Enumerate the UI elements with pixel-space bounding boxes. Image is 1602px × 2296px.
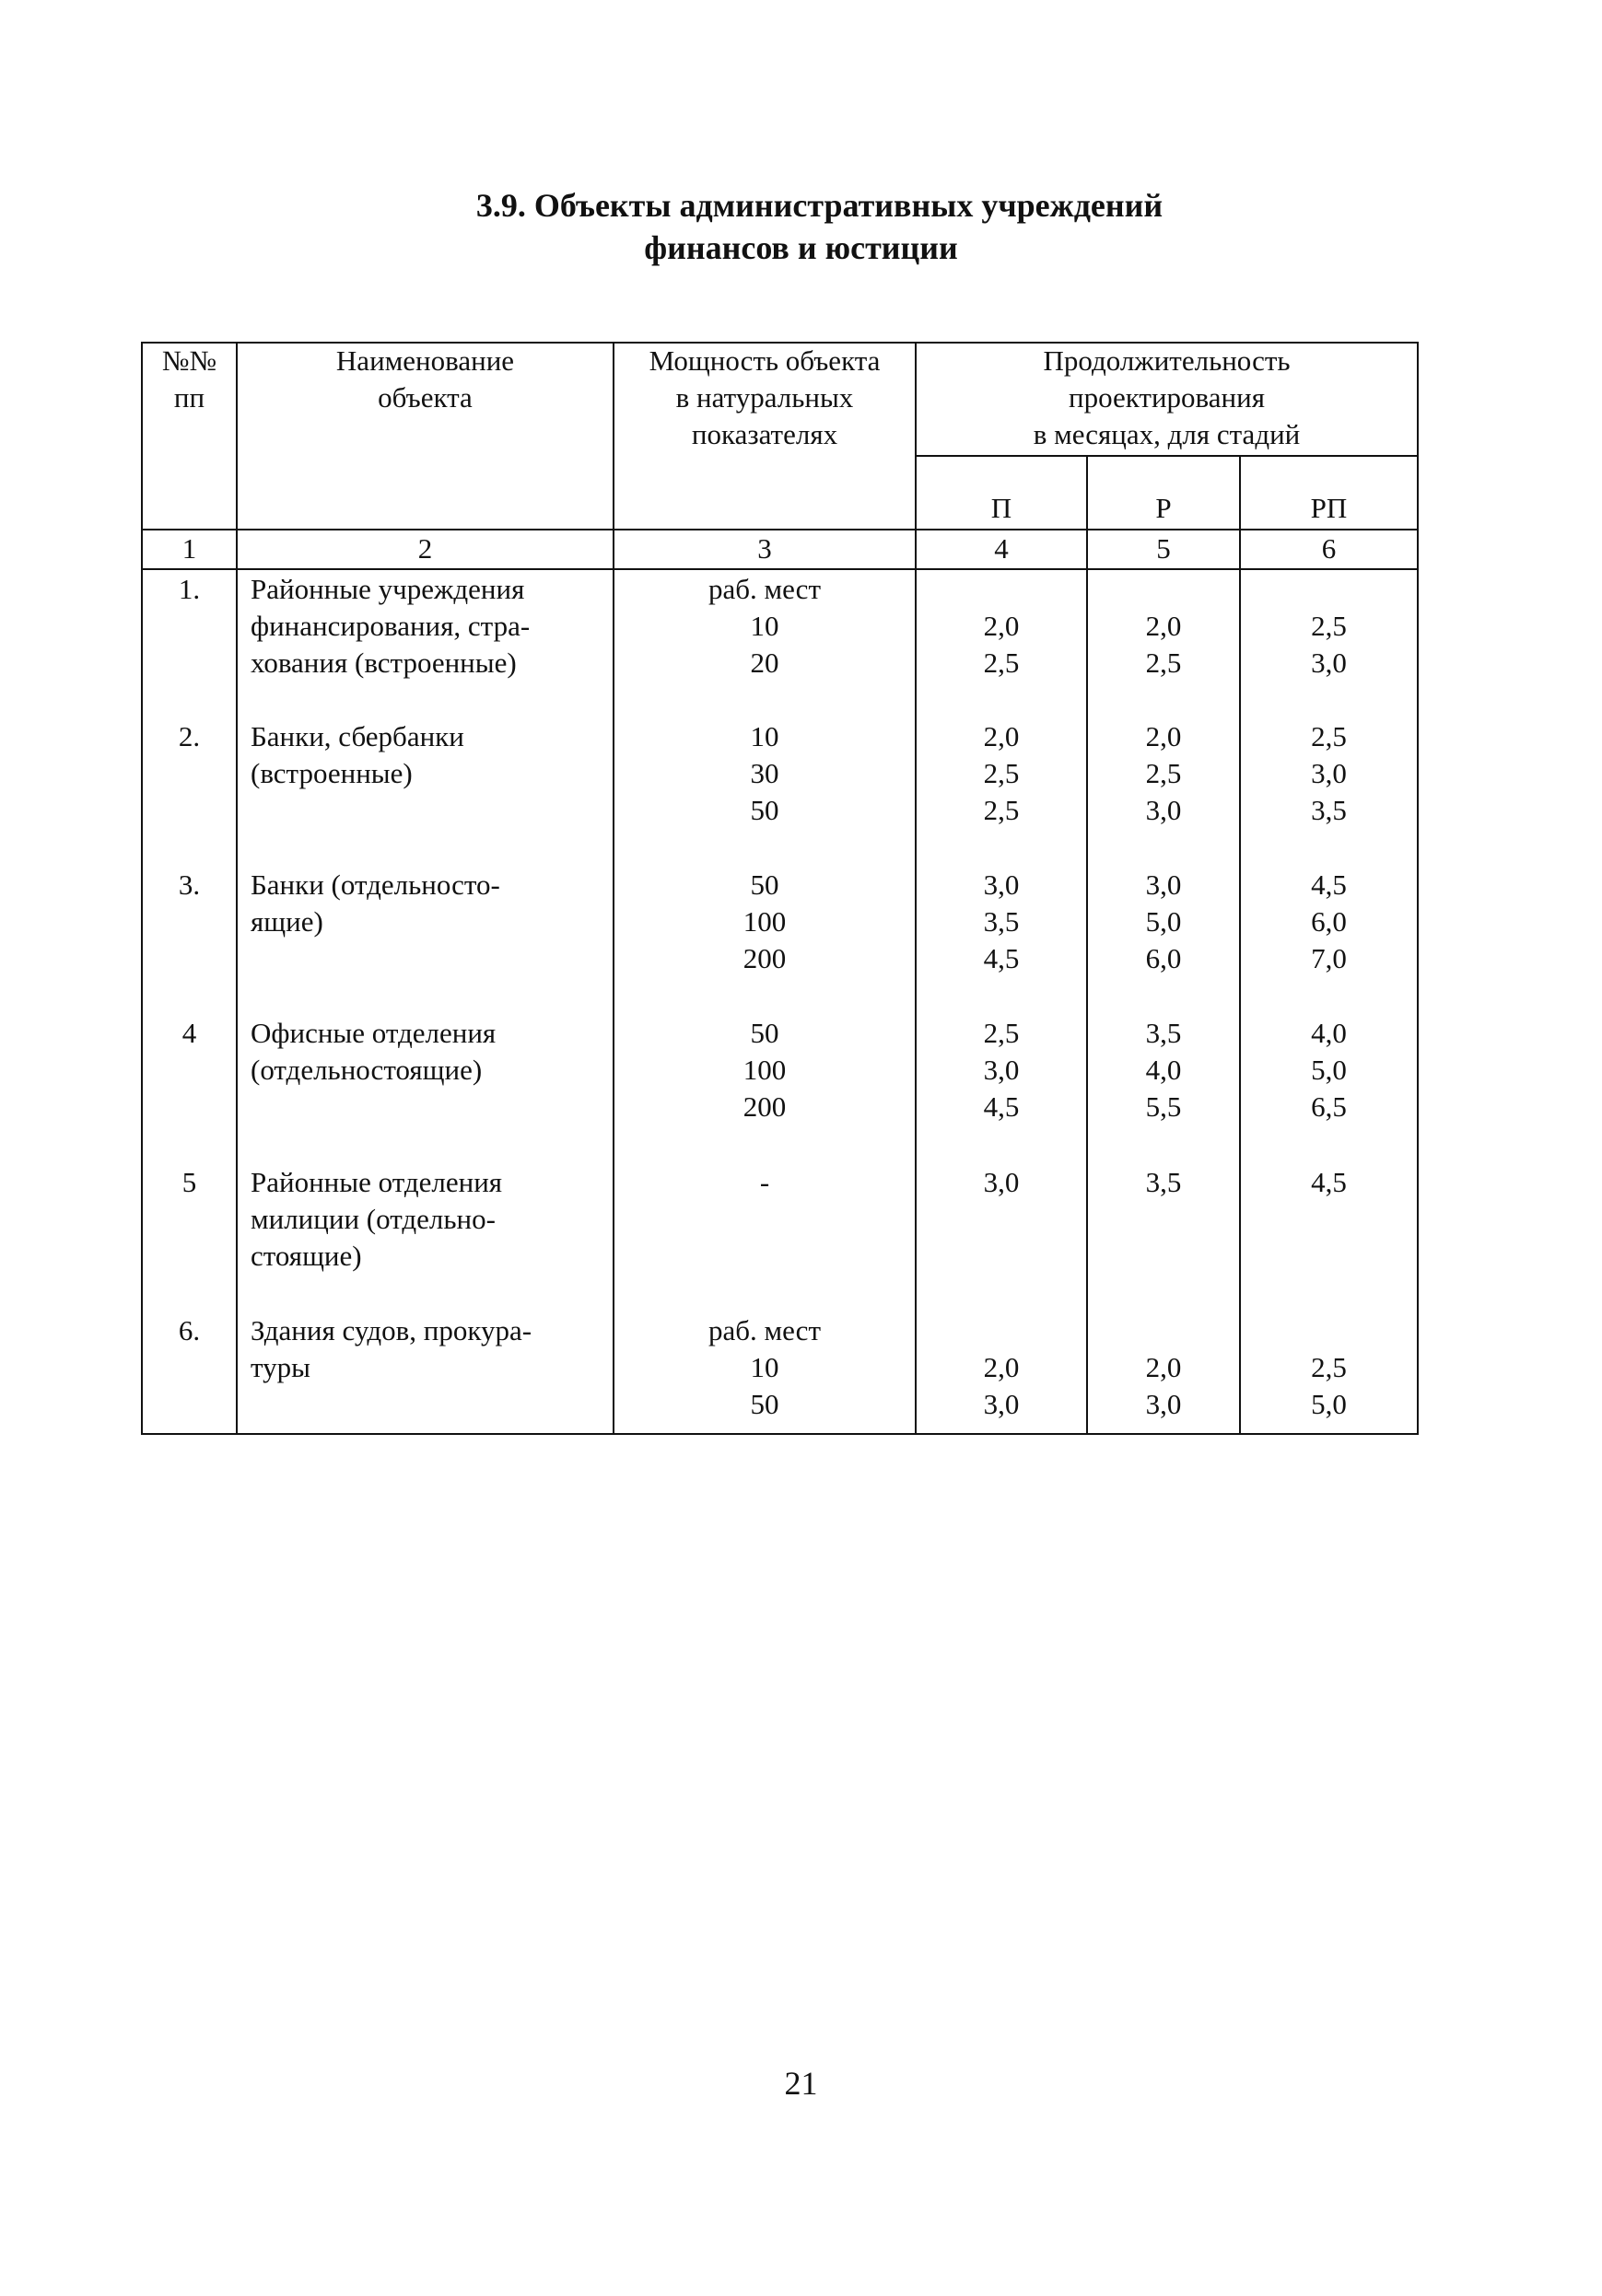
row-stage-p: 2,0 3,0 (983, 1351, 1020, 1420)
title-line-2: финансов и юстиции (644, 229, 958, 266)
row-stage-rp: 2,5 5,0 (1311, 1351, 1347, 1420)
column-number: 4 (994, 532, 1009, 565)
header-duration: Продолжительность проектирования в месяцах, для стадий (1033, 344, 1301, 450)
header-stage-p: П (990, 492, 1012, 524)
header-name: Наименование объекта (335, 344, 515, 414)
page-title (0, 184, 1602, 269)
row-stage-p: 3,0 (983, 1166, 1020, 1198)
page-number: 21 (784, 2065, 818, 2102)
row-stage-rp: 4,0 5,0 6,5 (1311, 1017, 1347, 1123)
row-capacity: 50 100 200 (743, 868, 787, 974)
row-name: Офисные отделения (отдельностоящие) (251, 1017, 497, 1086)
row-stage-p: 2,0 2,5 2,5 (983, 720, 1020, 826)
row-capacity: 50 100 200 (743, 1017, 787, 1123)
column-number: 2 (417, 532, 433, 565)
row-stage-p: 2,0 2,5 (983, 610, 1020, 679)
row-capacity: раб. мест 10 20 (708, 573, 821, 679)
row-name: Районные отделения милиции (отдельно- стоящие) (251, 1166, 503, 1272)
row-number: 1. (178, 573, 201, 605)
row-capacity: 10 30 50 (750, 720, 779, 826)
row-stage-r: 3,0 5,0 6,0 (1145, 868, 1182, 974)
row-stage-p: 3,0 3,5 4,5 (983, 868, 1020, 974)
header-stage-rp: РП (1310, 492, 1348, 524)
row-stage-rp: 4,5 (1311, 1166, 1347, 1198)
row-stage-r: 3,5 4,0 5,5 (1145, 1017, 1182, 1123)
row-stage-r: 2,0 3,0 (1145, 1351, 1182, 1420)
header-number: №№ пп (161, 344, 217, 414)
row-stage-rp: 2,5 3,0 3,5 (1311, 720, 1347, 826)
header-capacity: Мощность объекта в натуральных показателях (649, 344, 881, 450)
row-stage-r: 2,0 2,5 (1145, 610, 1182, 679)
header-stage-r: Р (1155, 492, 1172, 524)
row-number: 4 (181, 1017, 197, 1049)
row-stage-rp: 2,5 3,0 (1311, 610, 1347, 679)
row-capacity: - (759, 1166, 770, 1198)
column-number: 6 (1321, 532, 1337, 565)
column-number: 5 (1156, 532, 1171, 565)
column-number: 3 (757, 532, 772, 565)
row-stage-p: 2,5 3,0 4,5 (983, 1017, 1020, 1123)
column-number: 1 (181, 532, 197, 565)
row-name: Банки, сбербанки (встроенные) (251, 720, 464, 789)
row-capacity: раб. мест 10 50 (708, 1314, 821, 1420)
row-number: 3. (178, 868, 201, 901)
title-line-1: 3.9. Объекты административных учреждений (475, 187, 1163, 224)
row-stage-rp: 4,5 6,0 7,0 (1311, 868, 1347, 974)
row-name: Банки (отдельносто- ящие) (251, 868, 500, 938)
row-stage-r: 3,5 (1145, 1166, 1182, 1198)
row-name: Районные учреждения финансирования, стра- хования (встроенные) (251, 573, 531, 679)
row-number: 5 (181, 1166, 197, 1198)
row-stage-r: 2,0 2,5 3,0 (1145, 720, 1182, 826)
row-name: Здания судов, прокура- туры (251, 1314, 532, 1383)
row-number: 2. (178, 720, 201, 752)
row-number: 6. (178, 1314, 201, 1346)
